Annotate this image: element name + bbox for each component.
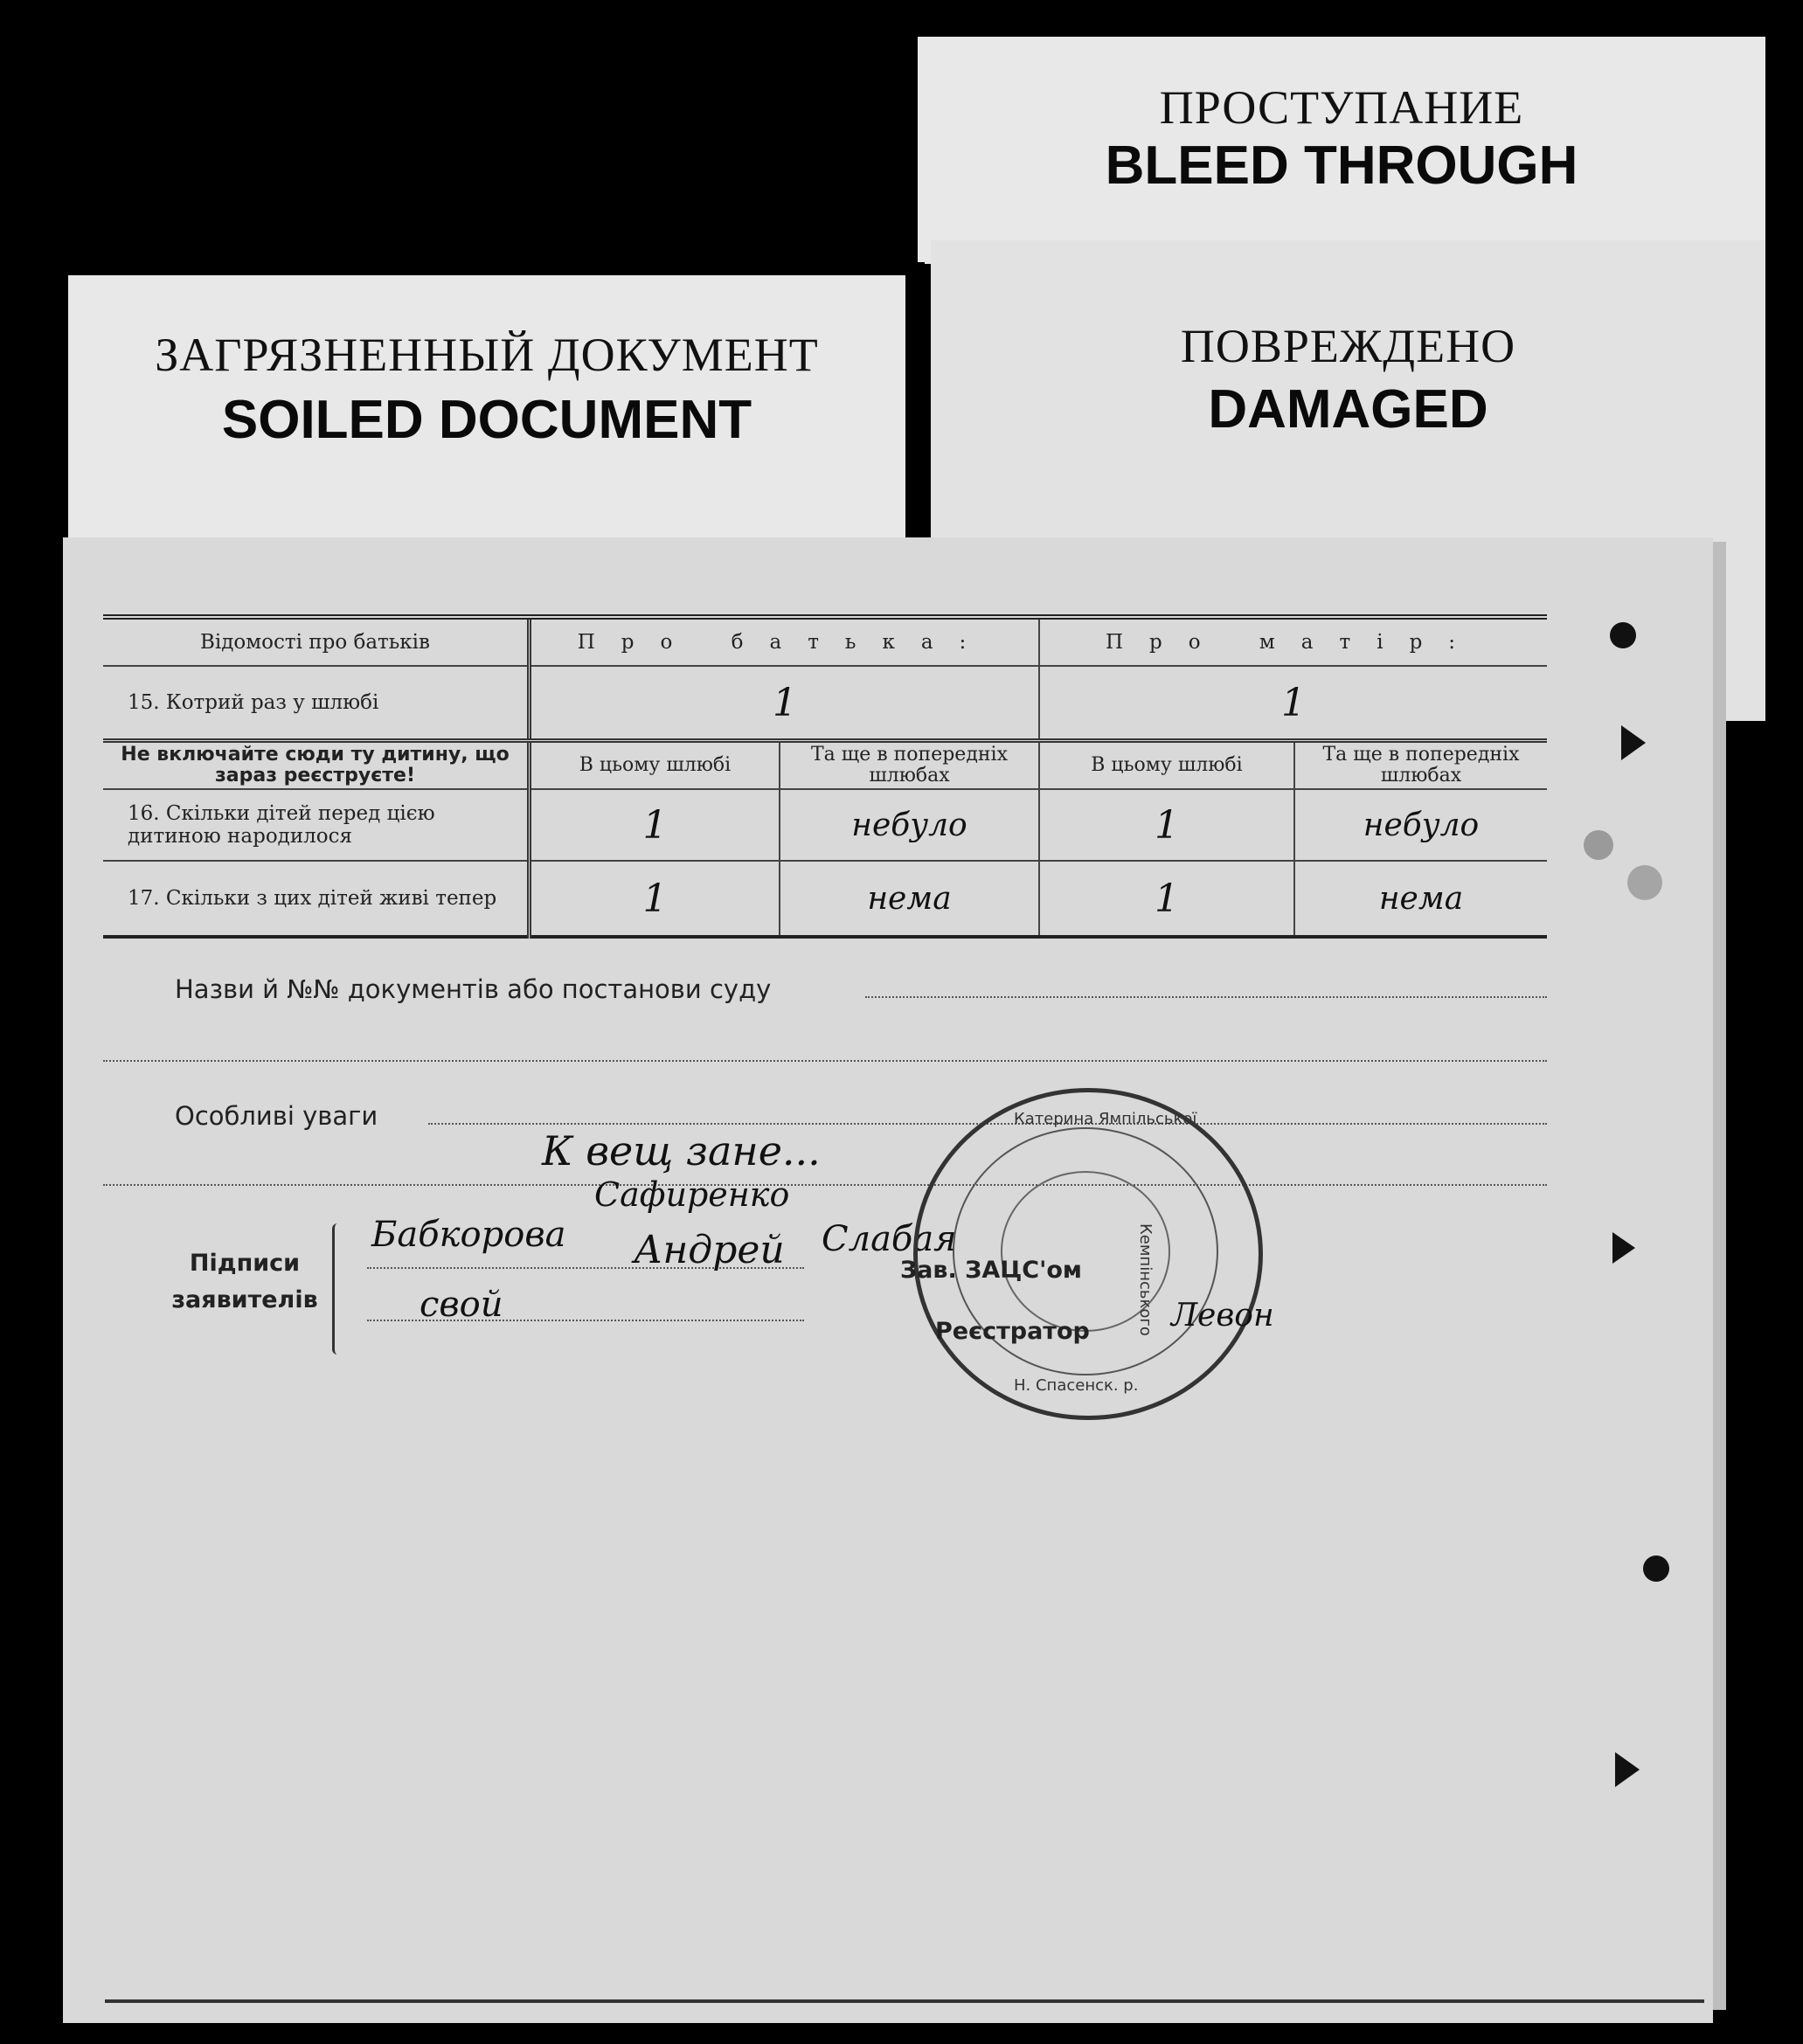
bottom-rule: [105, 1999, 1704, 2003]
binding-hole-torn: [1584, 830, 1613, 860]
row17-mother-this: 1: [1039, 861, 1294, 937]
binding-notch: [1621, 725, 1646, 760]
card-gap: [909, 262, 925, 542]
signature-5: свой: [420, 1285, 503, 1325]
row15-label: 15. Котрий раз у шлюбі: [103, 666, 530, 741]
registrar-signature: Левон: [1171, 1298, 1274, 1334]
official-stamp: [913, 1088, 1263, 1420]
stamp-text-side: Кемпінського: [1136, 1223, 1155, 1336]
row16-mother-this: 1: [1039, 789, 1294, 861]
documents-line-2: [103, 1060, 1547, 1062]
subheader-note: Не включайте сюди ту дитину, що зараз реєструєте!: [103, 741, 530, 790]
subheader-mother-prev: Та ще в попередніх шлюбах: [1294, 741, 1547, 790]
header-about-mother: Про матір:: [1039, 617, 1547, 666]
bleed-through-ru: ПРОСТУПАНИЕ: [1159, 81, 1524, 134]
header-info-about-parents: Відомості про батьків: [103, 617, 530, 666]
soiled-en: SOILED DOCUMENT: [221, 390, 752, 450]
row17-father-prev: нема: [780, 861, 1039, 937]
notes-line-2: [103, 1184, 1547, 1186]
parents-info-table: [103, 614, 1547, 939]
row16-label: 16. Скільки дітей перед цією дитиною народилося: [103, 789, 530, 861]
registrar-label: Реєстратор: [935, 1318, 1090, 1345]
row16-father-prev: небуло: [780, 789, 1039, 861]
signature-2: Сафиренко: [594, 1175, 790, 1214]
documents-line: [865, 996, 1547, 998]
signatures-label: [157, 1245, 332, 1319]
row17-mother-prev: нема: [1294, 861, 1547, 937]
row16-mother-prev: небуло: [1294, 789, 1547, 861]
row16-father-this: 1: [530, 789, 780, 861]
subheader-father-this: В цьому шлюбі: [530, 741, 780, 790]
binding-notch: [1615, 1752, 1640, 1787]
notes-label: Особливі уваги: [175, 1101, 378, 1131]
subheader-father-prev: Та ще в попередніх шлюбах: [780, 741, 1039, 790]
subheader-mother-this: В цьому шлюбі: [1039, 741, 1294, 790]
damaged-ru: ПОВРЕЖДЕНО: [1180, 320, 1516, 372]
signature-brace: [332, 1223, 345, 1355]
row17-father-this: 1: [530, 861, 780, 937]
binding-hole-torn: [1627, 865, 1662, 900]
binding-hole: [1610, 622, 1636, 648]
stamp-text-top: Катерина Ямпільської: [1014, 1110, 1197, 1128]
signatures-label-line2: заявителів: [171, 1286, 318, 1313]
documents-label: Назви й №№ документів або постанови суду: [175, 974, 772, 1004]
bleed-through-label: [918, 37, 1765, 264]
signatures-label-line1: Підписи: [189, 1250, 301, 1277]
soiled-ru: ЗАГРЯЗНЕННЫЙ ДОКУМЕНТ: [155, 329, 819, 381]
stamp-text-bottom: Н. Спасенск. р.: [1014, 1376, 1139, 1395]
binding-hole: [1643, 1556, 1669, 1582]
binding-notch: [1612, 1232, 1635, 1264]
notes-handwriting: К вещ зане...: [542, 1127, 821, 1174]
header-about-father: Про батька:: [530, 617, 1040, 666]
bleed-through-en: BLEED THROUGH: [1105, 135, 1578, 196]
signature-4: Слабая: [822, 1219, 957, 1259]
signature-1: Бабкорова: [371, 1215, 566, 1255]
row15-father-value: 1: [530, 666, 1040, 741]
soiled-document-label: [68, 275, 905, 555]
head-of-registry-label: Зав. ЗАЦС'ом: [900, 1257, 1082, 1284]
row15-mother-value: 1: [1039, 666, 1547, 741]
row17-label: 17. Скільки з цих дітей живі тепер: [128, 887, 497, 910]
damaged-en: DAMAGED: [1208, 379, 1488, 440]
signature-3: Андрей: [634, 1228, 785, 1272]
